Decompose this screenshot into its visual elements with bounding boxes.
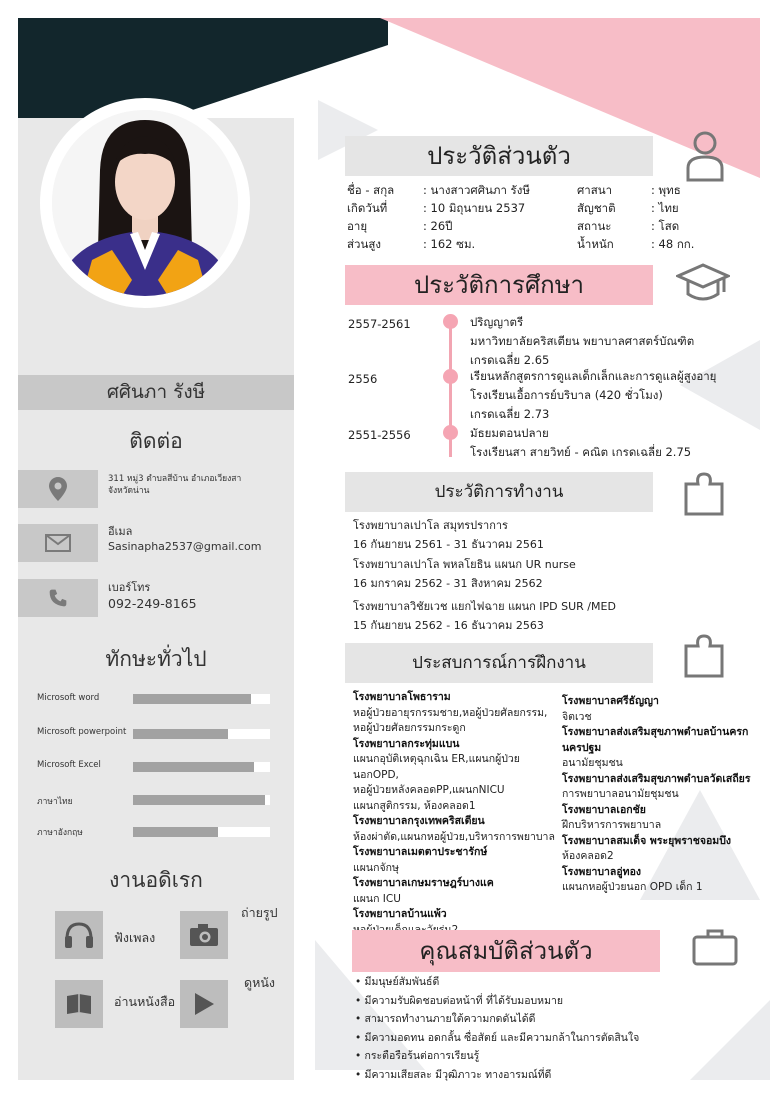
religion-label: ศาสนา (577, 183, 613, 197)
training-hospital: โรงพยาบาลส่งเสริมสุขภาพตำบลวัดเสถียร (562, 772, 751, 785)
address-line-1: 311 หมู่3 ตำบลสีบ้าน อำเภอเวียงสา (108, 474, 242, 484)
address (108, 474, 241, 498)
weight-label: น้ำหนัก (577, 237, 614, 251)
music-box (55, 911, 103, 959)
edu-line: มัธยมตอนปลาย (470, 426, 549, 440)
training-item (562, 803, 767, 834)
location-box (18, 470, 98, 508)
hobby-music: ฟังเพลง (114, 930, 156, 945)
timeline-dot (443, 314, 458, 329)
training-detail: ฝึกบริหารการพยาบาล (562, 819, 662, 831)
photo-box (180, 911, 228, 959)
training-hospital: โรงพยาบาลอู่ทอง (562, 865, 642, 878)
edu-entry (470, 424, 691, 462)
personal-values-right (651, 181, 694, 253)
hobbies-heading: งานอดิเรก (109, 868, 203, 892)
training-item (562, 834, 767, 865)
personal-heading: ประวัติส่วนตัว (345, 136, 653, 176)
training-item (353, 814, 563, 845)
training-hospital: โรงพยาบาลสมเด็จ พระยุพราชจอมบึง (562, 834, 732, 847)
personal-labels-left (347, 181, 394, 253)
phone-label: เบอร์โทร (108, 581, 151, 594)
email-label: อีเมล (108, 525, 133, 538)
training-item (562, 694, 767, 725)
hobby-reading: อ่านหนังสือ (114, 994, 176, 1009)
training-detail: แผนกหอผู้ป่วยนอก OPD เด็ก 1 (562, 881, 703, 893)
phone-number[interactable]: 092-249-8165 (108, 596, 197, 612)
skill-label: ภาษาไทย (37, 797, 73, 807)
skill-bar (133, 694, 270, 704)
training-detail: ห้องผ่าตัด,แผนกหอผู้ป่วย,บริหารการพยาบาล (353, 830, 555, 843)
skill-bar-fill (133, 729, 228, 739)
work-entry (353, 516, 544, 554)
location-pin-icon (49, 477, 67, 501)
quality-item: • มีความอดทน อดกลั้น ซื่อสัตย์ และมีความกล้าในการตัดสินใจ (355, 1029, 639, 1048)
contact-heading: ติดต่อ (129, 429, 183, 453)
training-hospital: โรงพยาบาลกรุงเทพคริสเตียน (353, 815, 485, 827)
address-line-2: จังหวัดน่าน (108, 485, 150, 496)
camera-icon (189, 923, 219, 947)
training-detail: ห้องคลอด2 (562, 850, 614, 862)
work-period: 16 กันยายน 2561 - 31 ธันวาคม 2561 (353, 538, 544, 551)
training-hospital: โรงพยาบาลบ้านแพ้ว (353, 908, 447, 920)
nationality-value: : ไทย (651, 201, 679, 215)
training-item (353, 876, 563, 907)
qualities-list (355, 973, 639, 1084)
qualities-heading: คุณสมบัติส่วนตัว (352, 930, 660, 972)
skill-bar (133, 795, 270, 805)
work-period: 16 มกราคม 2562 - 31 สิงหาคม 2562 (353, 577, 543, 590)
skill-bar (133, 729, 270, 739)
status-label: สถานะ (577, 219, 612, 233)
phone-block (108, 580, 197, 613)
training-detail: หอผู้ป่วยอายุรกรรมชาย,หอผู้ป่วยศัลยกรรม, หอผู้ป่วยศัลยกรรมกระดูก (353, 706, 548, 734)
graduation-cap-icon (676, 262, 730, 304)
personal-values-left (423, 181, 530, 253)
training-hospital: โรงพยาบาลเอกชัย (562, 803, 646, 816)
birth-label: เกิดวันที่ (347, 201, 388, 215)
timeline-dot (443, 369, 458, 384)
training-hospital: โรงพยาบาลศรีธัญญา (562, 695, 659, 707)
training-hospital: โรงพยาบาลเกษมราษฎร์บางแค (353, 877, 494, 889)
edu-line: ปริญญาตรี (470, 315, 524, 329)
work-entry (353, 555, 576, 593)
training-item (562, 725, 767, 772)
edu-years: 2557-2561 (348, 317, 411, 331)
work-heading: ประวัติการทำงาน (345, 472, 653, 512)
training-detail: แผนกอุบัติเหตุฉุกเฉิน ER,แผนกผู้ป่วยนอกOPD, หอผู้ป่วยหลังคลอดPP,แผนกNICU แผนกสูติกรรม, ห้องคลอด1 (353, 753, 520, 812)
briefcase-icon (692, 928, 738, 966)
edu-line: มหาวิทยาลัยคริสเตียน พยาบาลศาสตร์บัณฑิต (470, 334, 695, 348)
name-label: ชื่อ - สกุล (347, 183, 395, 197)
skill-bar-fill (133, 827, 218, 837)
training-detail: อนามัยชุมชน (562, 757, 623, 769)
education-heading: ประวัติการศึกษา (345, 265, 653, 305)
puzzle-icon (684, 634, 724, 678)
skill-label: Microsoft word (37, 693, 100, 703)
profile-name: ศศินภา รังษี (18, 375, 294, 410)
training-item (562, 865, 767, 896)
edu-line: โรงเรียนเอื้อการย์บริบาล (420 ชั่วโมง) (470, 388, 663, 402)
email-block (108, 524, 261, 555)
edu-years: 2551-2556 (348, 428, 411, 442)
training-hospital: โรงพยาบาลเมตตาประชารักษ์ (353, 846, 488, 858)
edu-line: เกรดเฉลี่ย 2.73 (470, 407, 550, 421)
training-list-right (562, 694, 767, 896)
work-place: โรงพยาบาลวิชัยเวช แยกไฟฉาย แผนก IPD SUR /MED (353, 600, 616, 613)
skill-bar-fill (133, 694, 251, 704)
skill-label: Microsoft Excel (37, 760, 101, 770)
quality-item: • กระตือรือร้นต่อการเรียนรู้ (355, 1047, 639, 1066)
skills-heading: ทักษะทั่วไป (105, 647, 207, 671)
hobby-movie: ดูหนัง (244, 975, 276, 990)
height-value: : 162 ซม. (423, 237, 476, 251)
envelope-icon (45, 534, 71, 552)
quality-item: • สามารถทำงานภายใต้ความกดดันได้ดี (355, 1010, 639, 1029)
nationality-label: สัญชาติ (577, 201, 616, 215)
skill-bar (133, 762, 270, 772)
play-icon (192, 991, 216, 1017)
training-item (353, 690, 563, 737)
training-item (562, 772, 767, 803)
birth-value: : 10 มิถุนายน 2537 (423, 201, 526, 215)
quality-item: • มีมนุษย์สัมพันธ์ดี (355, 973, 639, 992)
puzzle-icon (684, 472, 724, 516)
skill-label: Microsoft powerpoint (37, 727, 127, 737)
training-heading: ประสบการณ์การฝึกงาน (345, 643, 653, 683)
headphones-icon (64, 921, 94, 949)
skill-bar-fill (133, 795, 265, 805)
profile-photo-illustration (52, 110, 238, 296)
work-place: โรงพยาบาลเปาโล พหลโยธิน แผนก UR nurse (353, 558, 576, 571)
work-period: 15 กันยายน 2562 - 16 ธันวาคม 2563 (353, 619, 544, 632)
training-detail: แผนกจักษุ (353, 861, 399, 874)
work-entry (353, 597, 616, 635)
movie-box (180, 980, 228, 1028)
personal-labels-right (577, 181, 616, 253)
quality-item: • มีความรับผิดชอบต่อหน้าที่ ที่ได้รับมอบหมาย (355, 992, 639, 1011)
age-label: อายุ (347, 219, 368, 233)
skill-bar (133, 827, 270, 837)
phone-box (18, 579, 98, 617)
person-icon (685, 130, 725, 182)
edu-entry (470, 313, 694, 370)
training-list-left (353, 690, 563, 938)
skill-bar-fill (133, 762, 254, 772)
profile-photo (52, 110, 238, 296)
timeline-dot (443, 425, 458, 440)
training-hospital: โรงพยาบาลกระทุ่มแบน (353, 737, 460, 750)
weight-value: : 48 กก. (651, 237, 695, 251)
email-box (18, 524, 98, 562)
height-label: ส่วนสูง (347, 237, 381, 251)
hobby-photo: ถ่ายรูป (241, 905, 278, 920)
status-value: : โสด (651, 219, 680, 233)
training-hospital: โรงพยาบาลโพธาราม (353, 691, 451, 703)
email-address[interactable]: Sasinapha2537@gmail.com (108, 540, 262, 554)
deco-triangle (690, 1000, 770, 1080)
edu-line: เรียนหลักสูตรการดูแลเด็กเล็กและการดูแลผู้สูงอายุ (470, 369, 717, 383)
work-place: โรงพยาบาลเปาโล สมุทรปราการ (353, 519, 508, 532)
skill-label: ภาษาอังกฤษ (37, 828, 83, 838)
edu-line: โรงเรียนสา สายวิทย์ - คณิต เกรดเฉลี่ย 2.75 (470, 445, 692, 459)
training-hospital: โรงพยาบาลส่งเสริมสุขภาพตำบลบ้านครก นครปฐม (562, 726, 749, 754)
quality-item: • มีความเสียสละ มีวุฒิภาวะ ทางอารมณ์ที่ดี (355, 1066, 639, 1085)
religion-value: : พุทธ (651, 183, 681, 197)
edu-entry (470, 367, 716, 424)
training-detail: แผนก ICU (353, 892, 401, 905)
edu-line: เกรดเฉลี่ย 2.65 (470, 353, 550, 367)
edu-years: 2556 (348, 372, 378, 386)
training-detail: การพยาบาลอนามัยชุมชน (562, 788, 679, 800)
training-item (353, 845, 563, 876)
reading-box (55, 980, 103, 1028)
training-item (353, 737, 563, 815)
book-icon (65, 992, 93, 1016)
training-detail: จิตเวช (562, 710, 592, 723)
name-value: : นางสาวศศินภา รังษี (423, 183, 530, 197)
age-value: : 26ปี (423, 219, 453, 233)
phone-icon (48, 588, 68, 608)
